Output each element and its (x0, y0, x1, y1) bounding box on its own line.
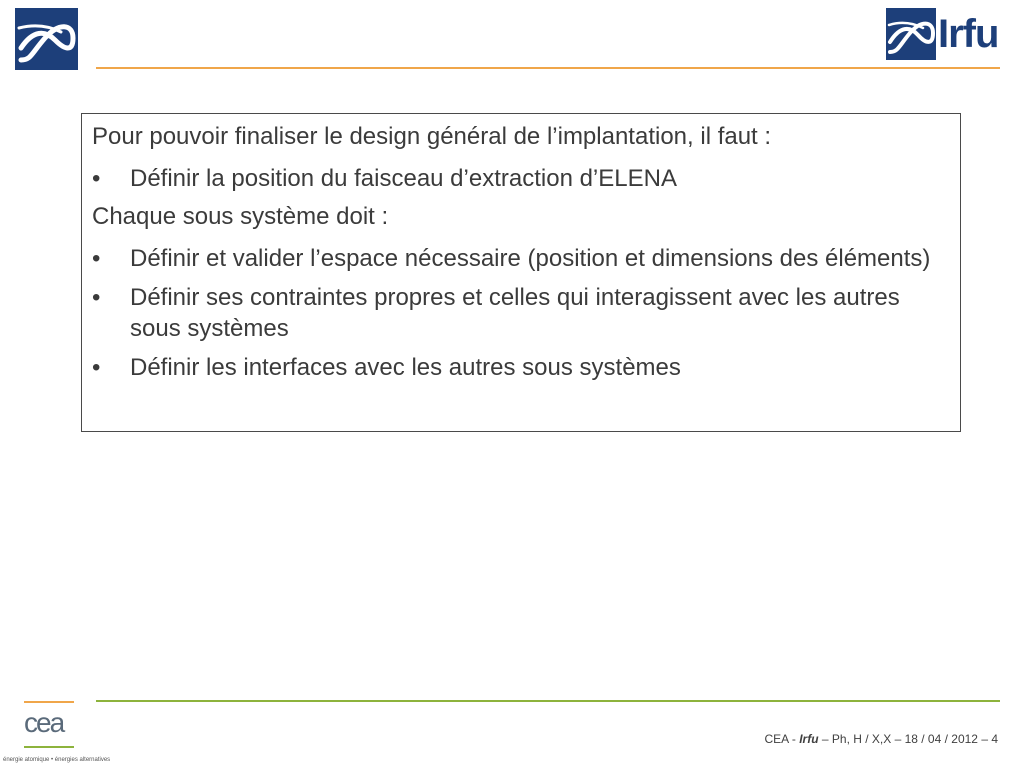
bullet-icon: • (92, 245, 101, 272)
cea-accent-line-bottom (24, 746, 74, 748)
bullet-icon: • (92, 284, 101, 311)
bullet-text: Définir et valider l’espace nécessaire (position et dimensions des éléments) (130, 245, 931, 272)
irfu-logo-right (886, 8, 1000, 60)
content-box (81, 113, 961, 432)
cea-logo-icon (24, 708, 76, 738)
footer-divider (96, 700, 1000, 702)
cea-tagline: énergie atomique • énergies alternatives (3, 757, 111, 763)
bullet-icon: • (92, 165, 101, 192)
list-item (92, 163, 950, 194)
footer-meta: – Ph, H / X,X – 18 / 04 / 2012 – 4 (818, 732, 998, 746)
header-divider (96, 67, 1000, 69)
irfu-wave-icon (15, 8, 78, 70)
irfu-wordmark: Irfu (938, 12, 999, 56)
cea-accent-line-top (24, 701, 74, 703)
list-item (92, 352, 950, 383)
intro-text: Pour pouvoir finaliser le design général de l’implantation, il faut : (92, 123, 772, 150)
bullet-text: Définir les interfaces avec les autres sous systèmes (130, 354, 681, 381)
cea-logo-text: cea (24, 708, 64, 738)
footer-brand: Irfu (799, 732, 819, 746)
section-heading: Chaque sous système doit : (92, 203, 389, 230)
bullet-text: Définir la position du faisceau d’extraction d’ELENA (130, 165, 677, 192)
irfu-wave-icon (886, 8, 936, 60)
bullet-icon: • (92, 354, 101, 381)
bullet-text: Définir ses contraintes propres et celles qui interagissent avec les autres sous systèmes (130, 284, 900, 342)
footer-prefix: CEA - (764, 732, 800, 746)
irfu-logo-left (15, 8, 78, 70)
footer-text (765, 731, 998, 747)
list-item (92, 243, 950, 274)
list-item (92, 282, 950, 344)
